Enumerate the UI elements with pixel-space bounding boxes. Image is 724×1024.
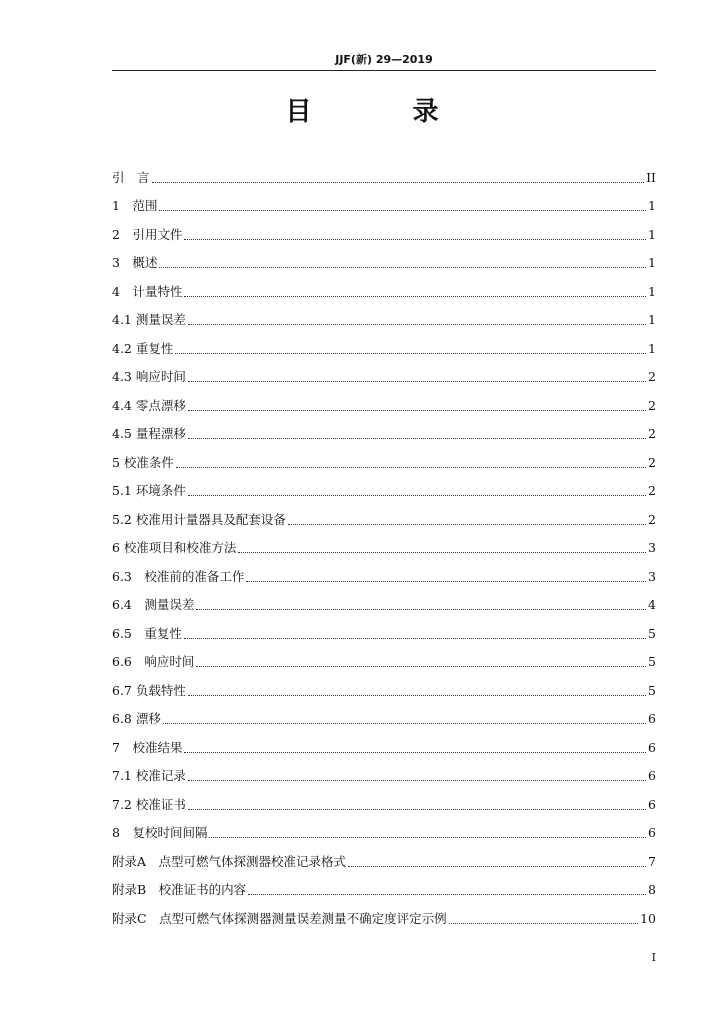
page-title: 目 录: [285, 97, 485, 127]
toc-entry-title: 5.2 校准用计量器具及配套设备: [112, 511, 286, 527]
toc-dot-leader: [184, 239, 646, 240]
toc-entry[interactable]: [112, 386, 656, 415]
toc-dot-leader: [175, 353, 646, 354]
toc-dot-leader: [163, 723, 646, 724]
toc-entry[interactable]: [112, 244, 656, 273]
toc-entry-title: 附录A 点型可燃气体探测器校准记录格式: [112, 853, 347, 869]
toc-dot-leader: [184, 752, 646, 753]
toc-entry-title: 5.1 环境条件: [112, 483, 186, 498]
toc-entry[interactable]: [112, 272, 656, 301]
toc-entry-title: 6.3 校准前的准备工作: [112, 568, 245, 584]
toc-entry-page: 3: [648, 568, 656, 584]
toc-entry-title: 2 引用文件: [112, 226, 183, 242]
toc-entry-page: 1: [648, 255, 656, 270]
toc-entry-page: 10: [640, 910, 656, 926]
toc-dot-leader: [196, 666, 646, 667]
toc-entry-title: 4.1 测量误差: [112, 312, 186, 327]
toc-dot-leader: [348, 866, 646, 867]
toc-entry[interactable]: [112, 329, 656, 358]
toc-entry[interactable]: [112, 643, 656, 672]
toc-dot-leader: [209, 837, 646, 838]
toc-dot-leader: [288, 524, 646, 525]
toc-entry[interactable]: [112, 757, 656, 786]
toc-entry-title: 7.2 校准证书: [112, 796, 186, 812]
toc-dot-leader: [188, 324, 646, 325]
toc-dot-leader: [188, 438, 646, 439]
toc-entry-page: 4: [648, 597, 656, 612]
page-number: I: [651, 951, 656, 964]
header-rule: [112, 70, 656, 71]
toc-dot-leader: [176, 467, 646, 468]
toc-entry[interactable]: [112, 614, 656, 643]
toc-entry-title: 1 范围: [112, 198, 158, 213]
toc-entry-page: 5: [648, 654, 656, 669]
toc-entry-page: 8: [648, 882, 656, 897]
toc-dot-leader: [184, 638, 646, 639]
toc-entry-title: 4.3 响应时间: [112, 369, 186, 384]
toc-entry-title: 6.7 负载特性: [112, 682, 186, 698]
toc-entry-page: 7: [648, 853, 656, 869]
toc-entry-title: 4.2 重复性: [112, 340, 174, 356]
toc-entry-title: 6 校准项目和校准方法: [112, 540, 237, 555]
toc-entry[interactable]: [112, 187, 656, 216]
toc-entry[interactable]: [112, 443, 656, 472]
toc-dot-leader: [246, 581, 646, 582]
toc-entry-page: 1: [648, 312, 656, 327]
toc-entry-title: 引 言: [112, 169, 150, 185]
toc-entry-page: 6: [648, 825, 656, 840]
toc-entry[interactable]: [112, 671, 656, 700]
toc-entry-page: 1: [648, 226, 656, 242]
toc-entry-title: 6.8 漂移: [112, 711, 161, 726]
toc-dot-leader: [152, 182, 645, 183]
toc-dot-leader: [159, 267, 646, 268]
toc-entry-page: 6: [648, 711, 656, 726]
toc-entry-page: 1: [648, 198, 656, 213]
toc-entry-page: 5: [648, 682, 656, 698]
toc-entry-page: 3: [648, 540, 656, 555]
toc-entry[interactable]: [112, 899, 656, 928]
toc-entry-page: 1: [648, 283, 656, 299]
toc-dot-leader: [196, 609, 646, 610]
toc-entry-title: 5 校准条件: [112, 454, 174, 470]
toc-entry-title: 3 概述: [112, 255, 158, 270]
toc-entry-page: 5: [648, 625, 656, 641]
toc-entry-page: 6: [648, 739, 656, 755]
toc-entry[interactable]: [112, 814, 656, 843]
toc-entry-page: 2: [648, 511, 656, 527]
toc-dot-leader: [188, 780, 646, 781]
toc-entry[interactable]: [112, 842, 656, 871]
toc-entry-title: 4.4 零点漂移: [112, 397, 186, 413]
toc-entry[interactable]: [112, 728, 656, 757]
toc-entry[interactable]: [112, 586, 656, 615]
toc-entry[interactable]: [112, 785, 656, 814]
toc-entry-page: 6: [648, 796, 656, 812]
toc-dot-leader: [188, 695, 646, 696]
toc-entry-title: 8 复校时间间隔: [112, 825, 208, 840]
toc-entry[interactable]: [112, 472, 656, 501]
toc-entry[interactable]: [112, 529, 656, 558]
toc-entry[interactable]: [112, 871, 656, 900]
toc-entry-title: 附录B 校准证书的内容: [112, 882, 247, 897]
toc-entry-page: 6: [648, 768, 656, 783]
document-header-code: JJF(新) 29—2019: [335, 53, 433, 66]
toc-entry[interactable]: [112, 415, 656, 444]
toc-entry-page: 2: [648, 454, 656, 470]
toc-entry-title: 6.4 测量误差: [112, 597, 195, 612]
toc-entry-page: 1: [648, 340, 656, 356]
toc-entry-page: 2: [648, 426, 656, 441]
toc-dot-leader: [238, 552, 646, 553]
toc-entry[interactable]: [112, 500, 656, 529]
table-of-contents: [112, 158, 656, 928]
toc-entry-page: 2: [648, 397, 656, 413]
toc-entry[interactable]: [112, 215, 656, 244]
toc-entry-title: 4.5 量程漂移: [112, 426, 186, 441]
toc-entry[interactable]: [112, 358, 656, 387]
toc-entry-title: 附录C 点型可燃气体探测器测量误差测量不确定度评定示例: [112, 910, 447, 926]
toc-entry-page: 2: [648, 483, 656, 498]
toc-dot-leader: [449, 923, 639, 924]
toc-entry-page: II: [646, 169, 656, 185]
toc-entry-title: 6.6 响应时间: [112, 654, 195, 669]
toc-dot-leader: [188, 410, 646, 411]
toc-entry-title: 6.5 重复性: [112, 625, 182, 641]
toc-dot-leader: [184, 296, 646, 297]
toc-entry[interactable]: [112, 557, 656, 586]
toc-dot-leader: [188, 495, 646, 496]
toc-entry[interactable]: [112, 700, 656, 729]
toc-entry-title: 4 计量特性: [112, 283, 183, 299]
toc-dot-leader: [159, 210, 646, 211]
toc-entry-title: 7.1 校准记录: [112, 768, 186, 783]
toc-dot-leader: [248, 894, 646, 895]
toc-entry-page: 2: [648, 369, 656, 384]
toc-dot-leader: [188, 381, 646, 382]
toc-entry[interactable]: [112, 158, 656, 187]
toc-entry[interactable]: [112, 301, 656, 330]
toc-entry-title: 7 校准结果: [112, 739, 183, 755]
toc-dot-leader: [188, 809, 646, 810]
